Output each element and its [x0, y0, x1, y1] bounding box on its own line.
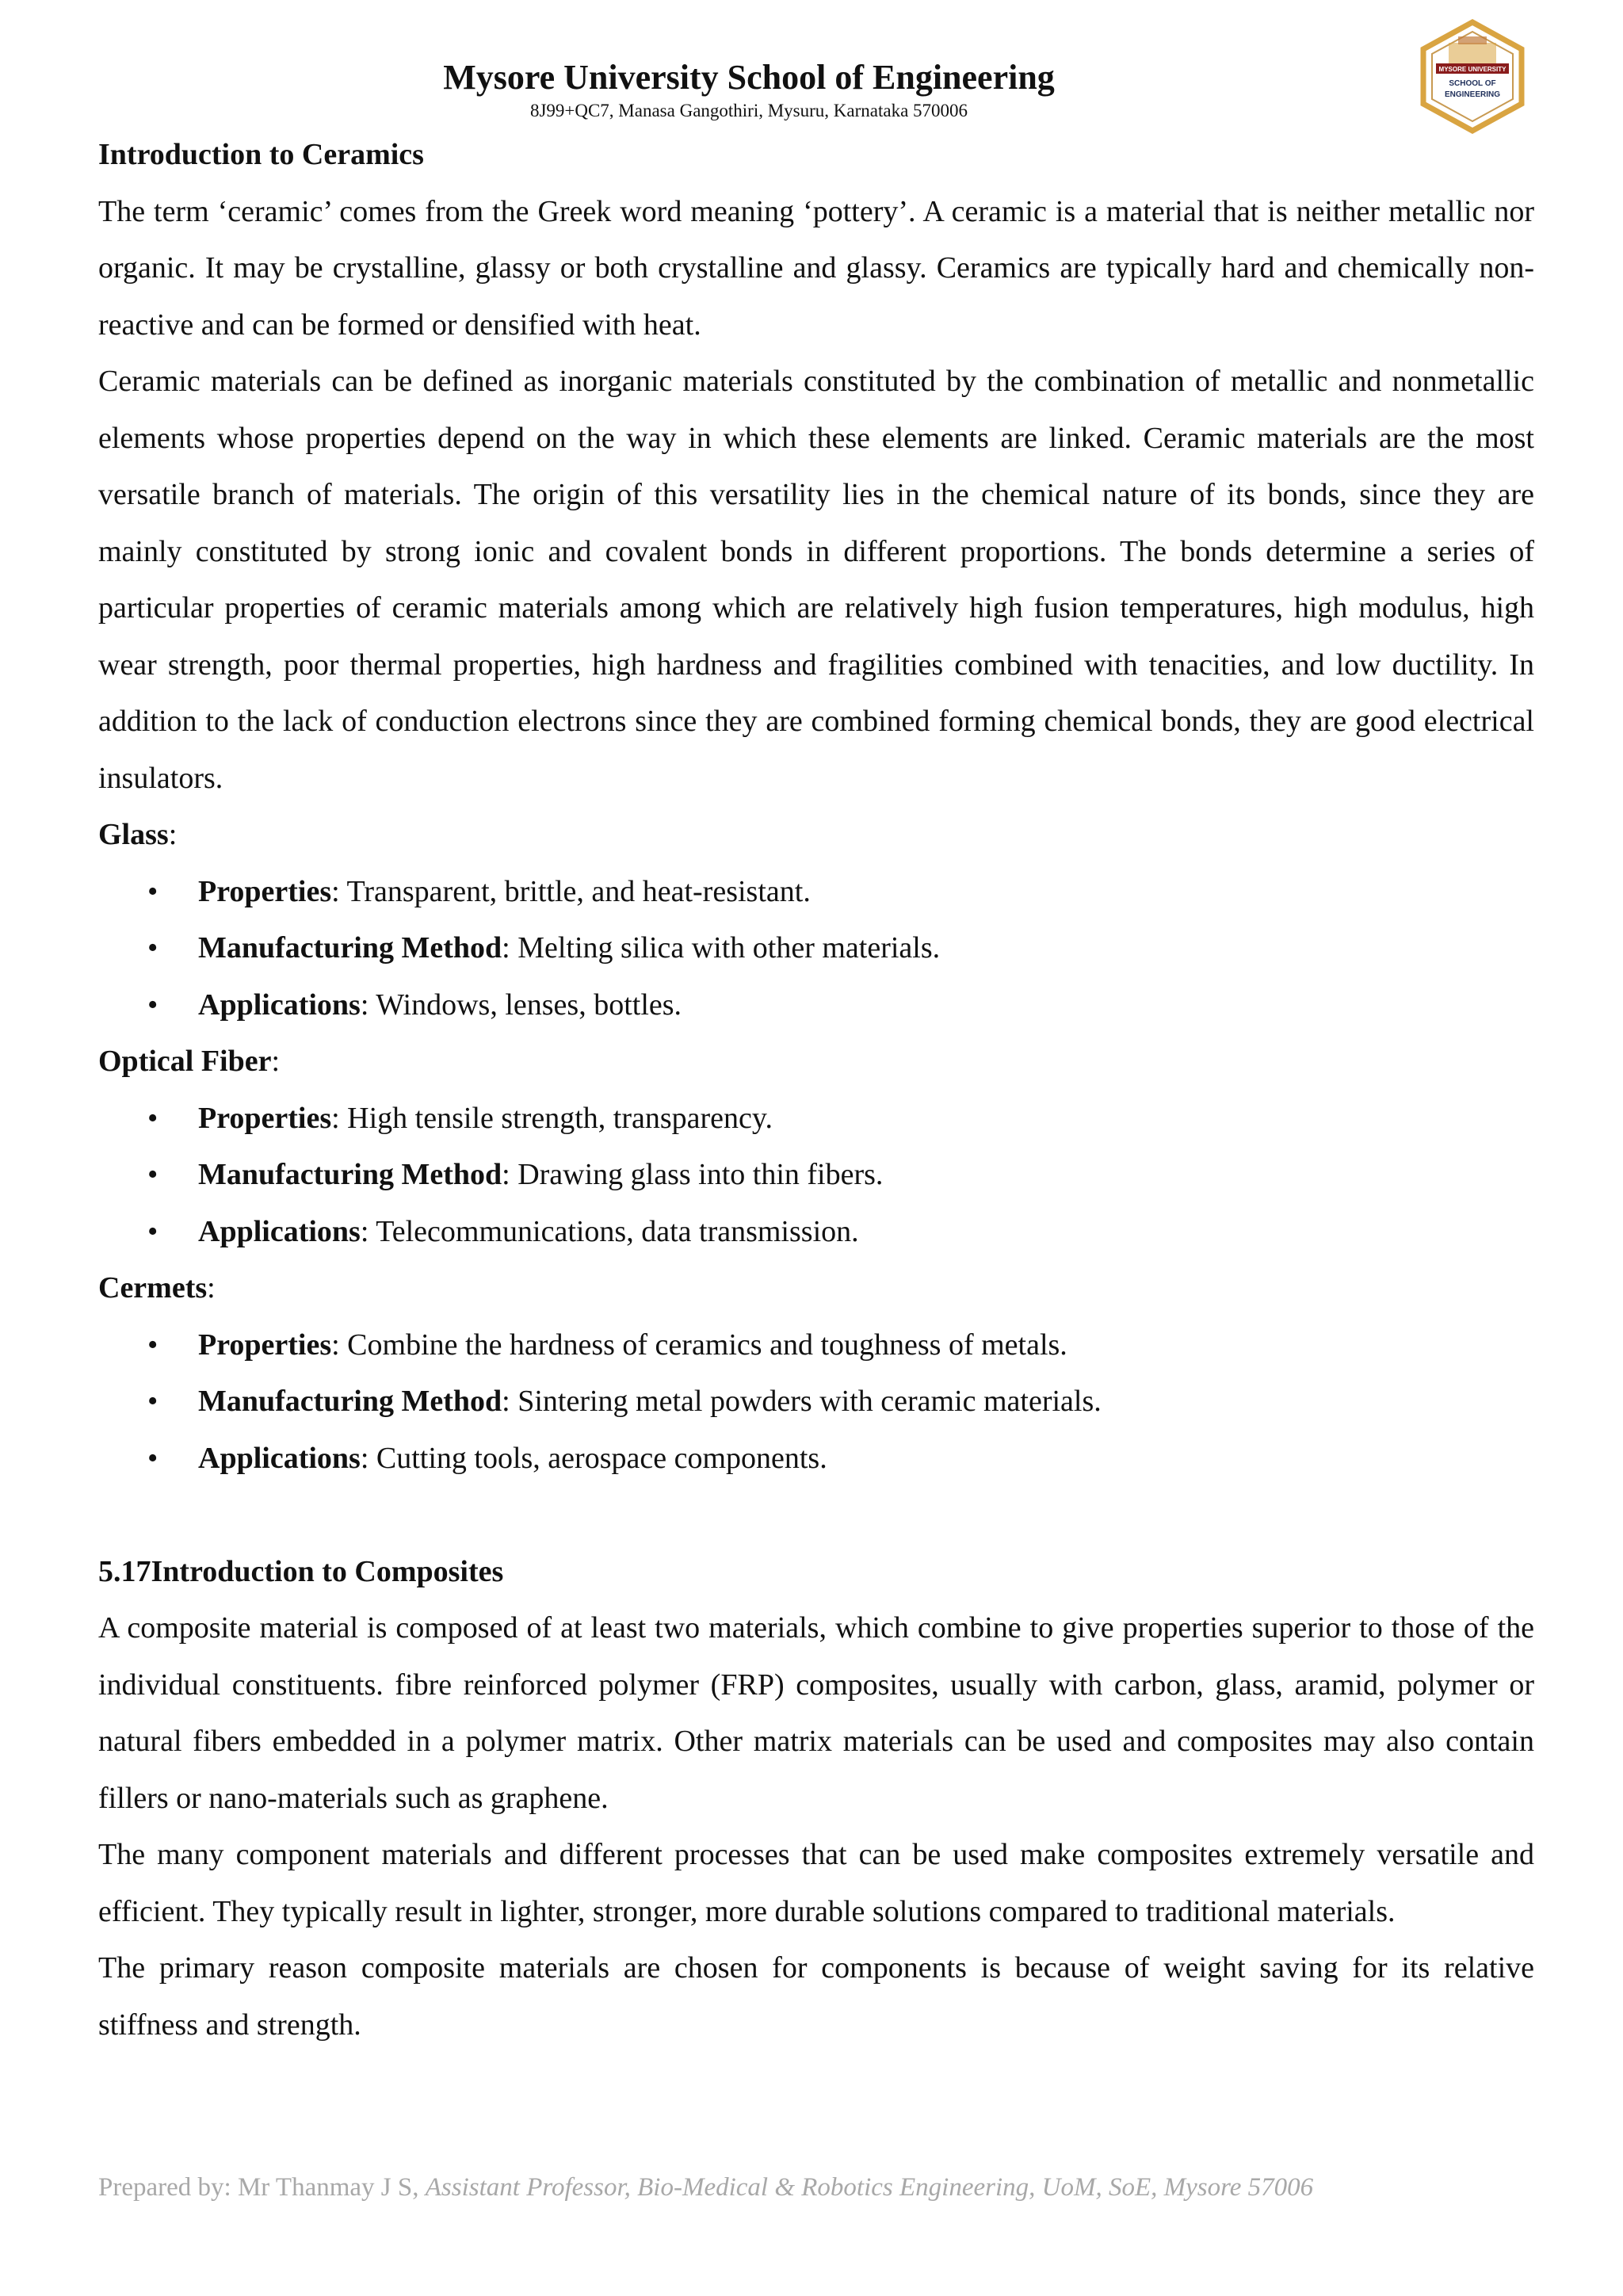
logo-text-line-1: MYSORE UNIVERSITY: [1438, 66, 1507, 73]
composites-paragraph-2: The many component materials and different processes that can be used make composites extremely versatile and efficient. They typically result in lighter, stronger, more durable solutions compared to traditional materials.: [98, 1838, 1534, 1928]
list-item: • Applications: Windows, lenses, bottles.: [98, 977, 1534, 1034]
list-item: • Applications: Telecommunications, data transmission.: [98, 1204, 1534, 1261]
university-logo: [1417, 19, 1528, 134]
composites-heading: 5.17Introduction to Composites: [98, 1554, 504, 1588]
page-header: [0, 57, 1501, 122]
list-item: • Properties: High tensile strength, transparency.: [98, 1091, 1534, 1148]
logo-text-line-2: SCHOOL OF: [1449, 79, 1496, 88]
list-item: • Applications: Cutting tools, aerospace components.: [98, 1431, 1534, 1488]
footer-prefix: Prepared by: Mr Thanmay J S,: [98, 2173, 426, 2202]
composites-paragraph-3: The primary reason composite materials are chosen for components is because of weight saving for its relative stiffness and strength.: [98, 1951, 1534, 2042]
ceramics-paragraph-1: The term ‘ceramic’ comes from the Greek word meaning ‘pottery’. A ceramic is a material that is neither metallic nor organic. It may be crystalline, glassy or both crystalline and glassy. Ceramics are typically hard and chemically non-reactive and can be formed or densified with heat.: [98, 194, 1534, 342]
composites-paragraph-1: A composite material is composed of at least two materials, which combine to give properties superior to those of the individual constituents. fibre reinforced polymer (FRP) composites, usually with carbon, glass, aramid, polymer or natural fibers embedded in a polymer matrix. Other matrix materials can be used and composites may also contain fillers or nano-materials such as graphene.: [98, 1611, 1534, 1815]
university-name: Mysore University School of Engineering: [443, 58, 1055, 97]
list-item: • Manufacturing Method: Sintering metal powders with ceramic materials.: [98, 1373, 1534, 1431]
ceramics-paragraph-2: Ceramic materials can be defined as inorganic materials constituted by the combination of metallic and nonmetallic elements whose properties depend on the way in which these elements are linked. Ceramic materials are the most versatile branch of materials. The origin of this versatility lies in the chemical nature of its bonds, since they are mainly constituted by strong ionic and covalent bonds in different proportions. The bonds determine a series of particular properties of ceramic materials among which are relatively high fusion temperatures, high modulus, high wear strength, poor thermal properties, high hardness and fragilities combined with tenacities, and low ductility. In addition to the lack of conduction electrons since they are combined forming chemical bonds, they are good electrical insulators.: [98, 365, 1534, 795]
section-title-optical-fiber: Optical Fiber:: [98, 1045, 281, 1078]
section-title-cermets: Cermets:: [98, 1271, 216, 1305]
document-body: [98, 127, 1534, 2053]
glass-list: [98, 864, 1534, 1034]
ceramics-heading: Introduction to Ceramics: [98, 138, 424, 171]
section-title-glass: Glass:: [98, 818, 178, 851]
university-address: 8J99+QC7, Manasa Gangothiri, Mysuru, Karnataka 570006: [529, 101, 968, 120]
list-item: • Properties: Combine the hardness of ceramics and toughness of metals.: [98, 1317, 1534, 1374]
list-item: • Properties: Transparent, brittle, and heat-resistant.: [98, 864, 1534, 921]
optical-fiber-list: [98, 1091, 1534, 1261]
list-item: • Manufacturing Method: Melting silica with other materials.: [98, 920, 1534, 977]
logo-text-line-3: ENGINEERING: [1444, 90, 1501, 99]
cermets-list: [98, 1317, 1534, 1488]
page-footer: [98, 2172, 1534, 2203]
list-item: • Manufacturing Method: Drawing glass into thin fibers.: [98, 1147, 1534, 1204]
footer-affiliation: Assistant Professor, Bio-Medical & Robotics Engineering, UoM, SoE, Mysore 57006: [425, 2173, 1314, 2202]
blank-line: [98, 1487, 1534, 1544]
